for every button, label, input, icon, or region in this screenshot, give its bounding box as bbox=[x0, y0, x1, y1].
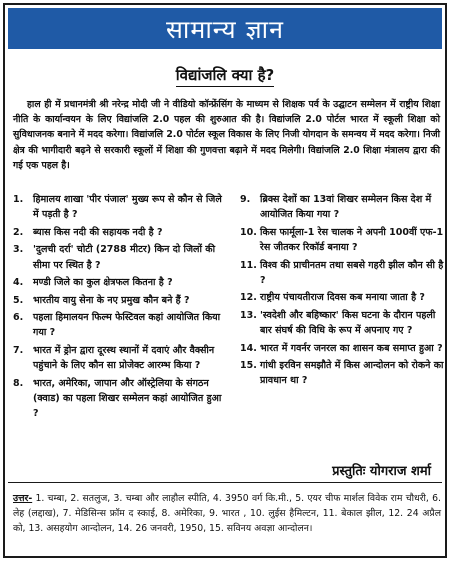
question-item bbox=[13, 242, 228, 273]
question-number: 6. bbox=[13, 312, 24, 324]
question-number: 9. bbox=[240, 194, 251, 205]
question-item bbox=[13, 192, 228, 223]
question-text: भारतीय वायु सेना के नए प्रमुख कौन बने हैं ? bbox=[33, 294, 190, 306]
intro-paragraph bbox=[13, 97, 440, 173]
answers-label: उत्तर- bbox=[13, 493, 33, 504]
title-banner bbox=[8, 8, 442, 49]
answers-block bbox=[13, 491, 441, 537]
question-text: मण्डी जिले का कुल क्षेत्रफल कितना है ? bbox=[33, 277, 173, 289]
question-item bbox=[13, 225, 228, 240]
question-text: किस फार्मूला-1 रेस चालक ने अपनी 100वीं एफ-1 रेस जीतकर रिकॉर्ड बनाया ? bbox=[260, 226, 444, 254]
question-item bbox=[240, 258, 445, 289]
question-text: राष्ट्रीय पंचायतीराज दिवस कब मनाया जाता है ? bbox=[260, 292, 425, 304]
question-item bbox=[13, 293, 228, 308]
question-text: भारत में ड्रोन द्वारा दूरस्थ स्थानों में दवाएं और वैक्सीन पहुंचाने के लिए कौन सा प्रोजेक्ट आरम्भ किया ? bbox=[33, 344, 215, 372]
question-text: ब्रिक्स देशों का 13वां शिखर सम्मेलन किस देश में आयोजित किया गया ? bbox=[260, 194, 432, 221]
question-text: 'स्वदेशी और बहिष्कार' किस घटना के दौरान पहली बार संघर्ष की विधि के रूप में अपनाए गए ? bbox=[260, 309, 436, 337]
question-number: 14. bbox=[240, 342, 257, 354]
question-number: 15. bbox=[240, 360, 257, 372]
author-credit: प्रस्तुतिः योगराज शर्मा bbox=[332, 464, 431, 479]
question-text: भारत में गवर्नर जनरल का शासन कब समाप्त हुआ ? bbox=[260, 342, 443, 354]
question-number: 12. bbox=[240, 292, 257, 304]
question-number: 8. bbox=[13, 377, 24, 389]
quiz-panel bbox=[3, 3, 447, 558]
question-text: हिमालय शाखा 'पीर पंजाल' मुख्य रूप से कौन से जिले में पड़ती है ? bbox=[33, 194, 222, 221]
question-number: 3. bbox=[13, 244, 24, 256]
question-text: ब्यास किस नदी की सहायक नदी है ? bbox=[33, 226, 163, 238]
page-title: सामान्य ज्ञान bbox=[166, 14, 284, 44]
question-number: 7. bbox=[13, 344, 24, 356]
question-number: 1. bbox=[13, 194, 24, 205]
question-item bbox=[13, 343, 228, 374]
intro-text: हाल ही में प्रधानमंत्री श्री नरेन्द्र मोदी जी ने वीडियो कॉन्फ्रेंसिंग के माध्यम से शिक्षक पर्व के उद्घाटन सम्मेलन में राष्ट्रीय शिक्षा नीति के कार्यान्वयन के लिए विद्यांजलि 2.0 पहल की शुरुआत की है। विद्यांजलि 2.0 पोर्टल भारत में स्कूली शिक्षा को सुविधाजनक बनाने में मदद करेगा। विद्यांजलि 2.0 पोर्टल स्कूल विकास के लिए निजी योगदान के समन्वय में मदद करेगा। निजी क्षेत्र की भागीदारी बढ़ने से सरकारी स्कूलों में शिक्षा की गुणवत्ता बढ़ाने में मदद मिलेगी। विद्यांजलि 2.0 शिक्षा मंत्रालय द्वारा की गई एक पहल है। bbox=[13, 99, 440, 171]
question-item bbox=[13, 275, 228, 290]
question-item bbox=[13, 310, 228, 341]
question-text: पहला हिमालयन फिल्म फेस्टिवल कहां आयोजित किया गया ? bbox=[33, 312, 221, 339]
question-text: गांधी इरविन समझौते में किस आन्दोलन को रोकने का प्रावधान था ? bbox=[260, 360, 444, 387]
questions-right-column bbox=[240, 192, 445, 391]
question-item bbox=[240, 290, 445, 305]
question-item bbox=[13, 376, 228, 422]
question-number: 13. bbox=[240, 309, 257, 321]
question-number: 5. bbox=[13, 294, 24, 306]
section-heading-text: विद्यांजलि क्या है? bbox=[176, 65, 274, 87]
answers-text: 1. चम्बा, 2. सतलुज, 3. चम्बा और लाहौल स्पीति, 4. 3950 वर्ग कि.मी., 5. एयर चीफ मार्शल विवेक राम चौधरी, 6. लेह (लद्दाख), 7. मेडिसिन्स फ्रॉम द स्काई, 8. अमेरिका, 9. भारत , 10. लुईस हैमिल्टन, 11. बेकाल झील, 12. 24 अप्रैल को, 13. असहयोग आन्दोलन, 14. 26 जनवरी, 1950, 15. सविनय अवज्ञा आन्दोलन। bbox=[13, 493, 441, 535]
question-item bbox=[240, 358, 445, 389]
question-text: 'दुलची दर्रा' चोटी (2788 मीटर) किन दो जिलों की सीमा पर स्थित है ? bbox=[33, 244, 216, 271]
question-item bbox=[240, 341, 445, 356]
question-number: 2. bbox=[13, 226, 24, 238]
question-number: 11. bbox=[240, 259, 257, 271]
question-item bbox=[240, 225, 445, 256]
question-number: 10. bbox=[240, 226, 257, 238]
question-item bbox=[240, 308, 445, 339]
divider bbox=[8, 482, 442, 483]
question-item bbox=[240, 192, 445, 223]
question-text: भारत, अमेरिका, जापान और ऑस्ट्रेलिया के संगठन (क्वाड) का पहला शिखर सम्मेलन कहां आयोजित हुआ ? bbox=[33, 377, 222, 420]
question-text: विश्व की प्राचीनतम तथा सबसे गहरी झील कौन सी है ? bbox=[260, 259, 444, 286]
questions-left-column bbox=[13, 192, 228, 424]
question-number: 4. bbox=[13, 277, 24, 289]
section-heading bbox=[5, 65, 445, 87]
